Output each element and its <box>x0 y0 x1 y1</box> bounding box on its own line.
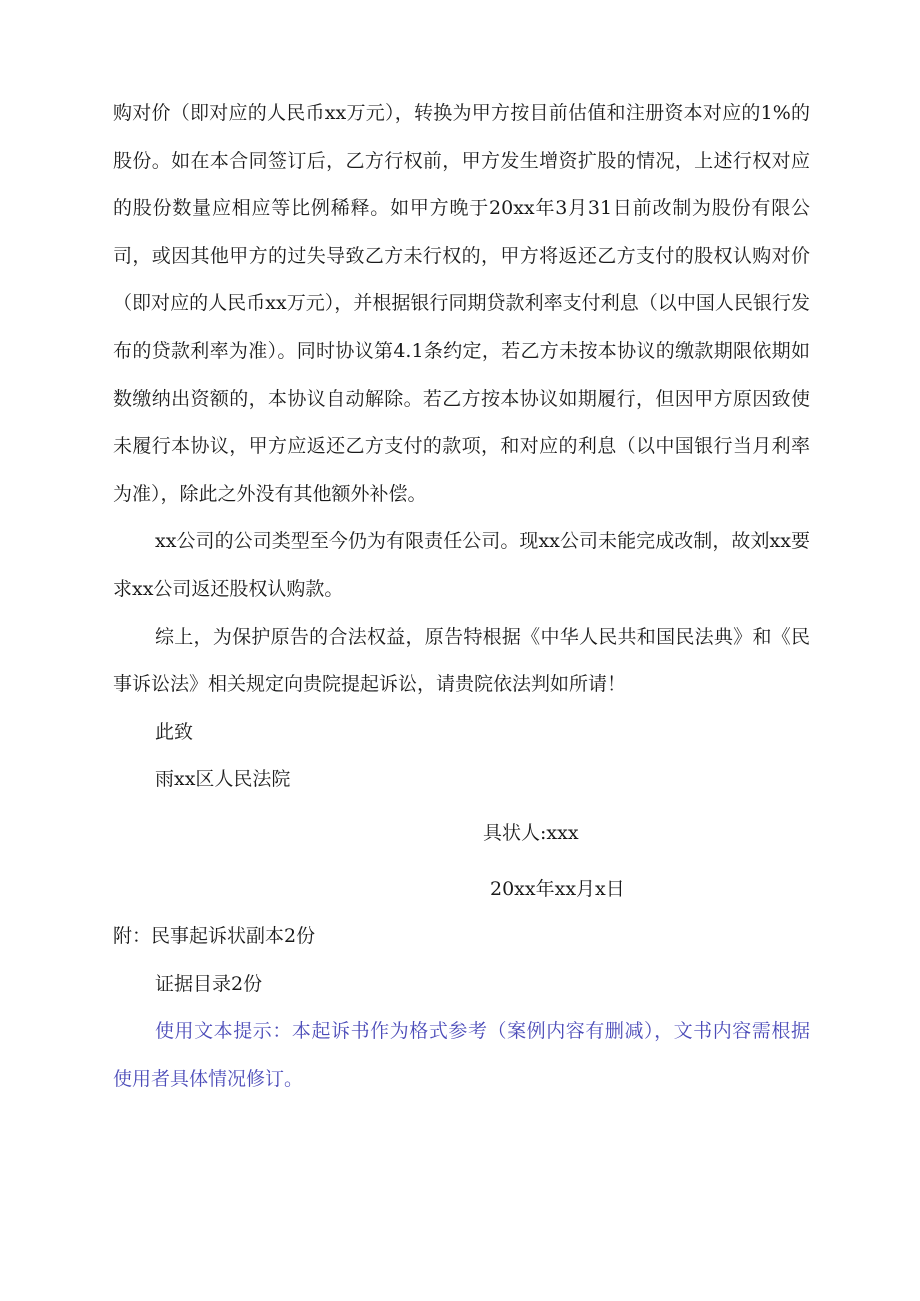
signer-line: 具状人:xxx <box>483 821 579 844</box>
date-line: 20xx年xx月x日 <box>490 877 625 900</box>
attachment-complaint-copy: 附：民事起诉状副本2份 <box>113 925 316 948</box>
usage-hint: 使用文本提示：本起诉书作为格式参考（案例内容有删减），文书内容需根据使用者具体情况修订。 <box>113 1020 810 1090</box>
paragraph-conclusion: 综上，为保护原告的合法权益，原告特根据《中华人民共和国民法典》和《民事诉讼法》相关规定向贵院提起诉讼，请贵院依法判如所请！ <box>113 625 810 696</box>
closing-salutation: 此致 <box>155 720 194 743</box>
paragraph-company-status: xx公司的公司类型至今仍为有限责任公司。现xx公司未能完成改制，故刘xx要求xx公司返还股权认购款。 <box>113 530 810 600</box>
court-name: 雨xx区人民法院 <box>155 768 291 791</box>
paragraph-contract-terms: 购对价（即对应的人民币xx万元），转换为甲方按目前估值和注册资本对应的1%的股份。如在本合同签订后，乙方行权前，甲方发生增资扩股的情况，上述行权对应的股份数量应相应等比例稀释。如甲方晚于20xx年3月31日前改制为股份有限公司，或因其他甲方的过失导致乙方未行权的，甲方将返还乙方支付的股权认购对价（即对应的人民币xx万元），并根据银行同期贷款利率支付利息（以中国人民银行发布的贷款利率为准）。同时协议第4.1条约定，若乙方未按本协议的缴款期限依期如数缴纳出资额的，本协议自动解除。若乙方按本协议如期履行，但因甲方原因致使未履行本协议，甲方应返还乙方支付的款项，和对应的利息（以中国银行当月利率为准），除此之外没有其他额外补偿。 <box>113 102 810 505</box>
attachment-evidence-list: 证据目录2份 <box>155 972 263 995</box>
